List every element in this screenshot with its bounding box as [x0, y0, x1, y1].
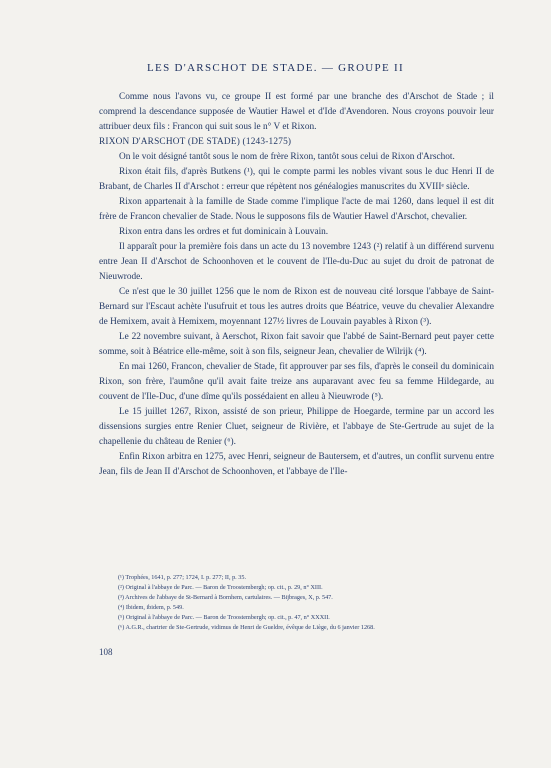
footnote: (³) Archives de l'abbaye de St-Bernard à Bornhem, cartulaires. — Bijbrages, X, p. 547. — [118, 594, 333, 601]
paragraph: Enfin Rixon arbitra en 1275, avec Henri, seigneur de Bautersem, et d'autres, un conflit survenu entre Jean, fils de Jean II d'Arschot de Schoonhoven, et l'abbaye de l'Ile- — [99, 452, 494, 477]
paragraph-intro: Comme nous l'avons vu, ce groupe II est formé par une branche des d'Arschot de Stade ; il comprend la descendance supposée de Wautier Hawel et d'Ide d'Avendoren. Nous croyons pouvoir leur attribuer deux fils : Francon qui suit sous le n° V et Rixon. — [99, 92, 494, 132]
footnote: (⁶) A.G.R., chartrier de Ste-Gertrude, vidimus de Henri de Gueldre, évêque de Liège, du 6 janvier 1268. — [118, 624, 375, 631]
paragraph: Il apparaît pour la première fois dans un acte du 13 novembre 1243 (²) relatif à un différend survenu entre Jean II d'Arschot de Schoonhoven et le couvent de l'Ile-du-Duc au sujet du droit de patronat de Nieuwrode. — [99, 242, 494, 282]
footnote: (¹) Trophées, 1641, p. 277; 1724, I. p. 277; II, p. 35. — [118, 574, 247, 581]
section-heading: RIXON D'ARSCHOT (DE STADE) (1243-1275) — [99, 137, 292, 147]
main-text — [99, 88, 494, 480]
footnotes — [118, 573, 498, 633]
paragraph: Rixon entra dans les ordres et fut dominicain à Louvain. — [119, 227, 329, 237]
page-number: 108 — [99, 647, 113, 657]
footnote: (⁴) Ibidem, ibidem, p. 549. — [118, 604, 184, 611]
paragraph: En mai 1260, Francon, chevalier de Stade, fit approuver par ses fils, d'après le conseil du dominicain Rixon, son frère, l'aumône qu'il avait faite treize ans auparavant avec feu sa femme Hildegarde, au couvent de l'Ile-Duc, d'une dîme qu'ils possédaient en alleu à Nieuwrode (⁵). — [99, 362, 494, 402]
paragraph: Le 15 juillet 1267, Rixon, assisté de son prieur, Philippe de Hoegarde, termine par un accord les dissensions surgies entre Renier Cluet, seigneur de Rivière, et l'abbaye de Ste-Gertrude au sujet de la chapellenie du château de Renier (⁶). — [99, 407, 494, 447]
footnote: (⁵) Original à l'abbaye de Parc. — Baron de Troostembergh; op. cit., p. 47, n° XXXII. — [118, 614, 330, 621]
paragraph: Rixon était fils, d'après Butkens (¹), qui le compte parmi les nobles vivant sous le duc Henri II de Brabant, de Charles II d'Arschot : erreur que répètent nos généalogies manuscrites du XVIIIᵉ siècle. — [99, 167, 494, 192]
footnote: (²) Original à l'abbaye de Parc. — Baron de Troostembergh; op. cit., p. 29, n° XIII. — [118, 584, 323, 591]
paragraph: On le voit désigné tantôt sous le nom de frère Rixon, tantôt sous celui de Rixon d'Arschot. — [119, 152, 455, 162]
paragraph: Rixon appartenait à la famille de Stade comme l'implique l'acte de mai 1260, dans lequel il est dit frère de Francon chevalier de Stade. Nous le supposons fils de Wautier Hawel d'Arschot, chevalier. — [99, 197, 494, 222]
paragraph: Ce n'est que le 30 juillet 1256 que le nom de Rixon est de nouveau cité lorsque l'abbaye de Saint-Bernard sur l'Escaut achète l'usufruit et tous les autres droits que Béatrice, veuve du chevalier Alexandre de Hemixem, avait à Hemixem, moyennant 127½ livres de Louvain payables à Rixon (³). — [99, 287, 494, 327]
running-header: LES D'ARSCHOT DE STADE. — GROUPE II — [147, 62, 404, 74]
paragraph: Le 22 novembre suivant, à Aerschot, Rixon fait savoir que l'abbé de Saint-Bernard peut payer cette somme, soit à Béatrice elle-même, soit à son fils, seigneur Jean, chevalier de Wilrijk (⁴). — [99, 332, 494, 357]
